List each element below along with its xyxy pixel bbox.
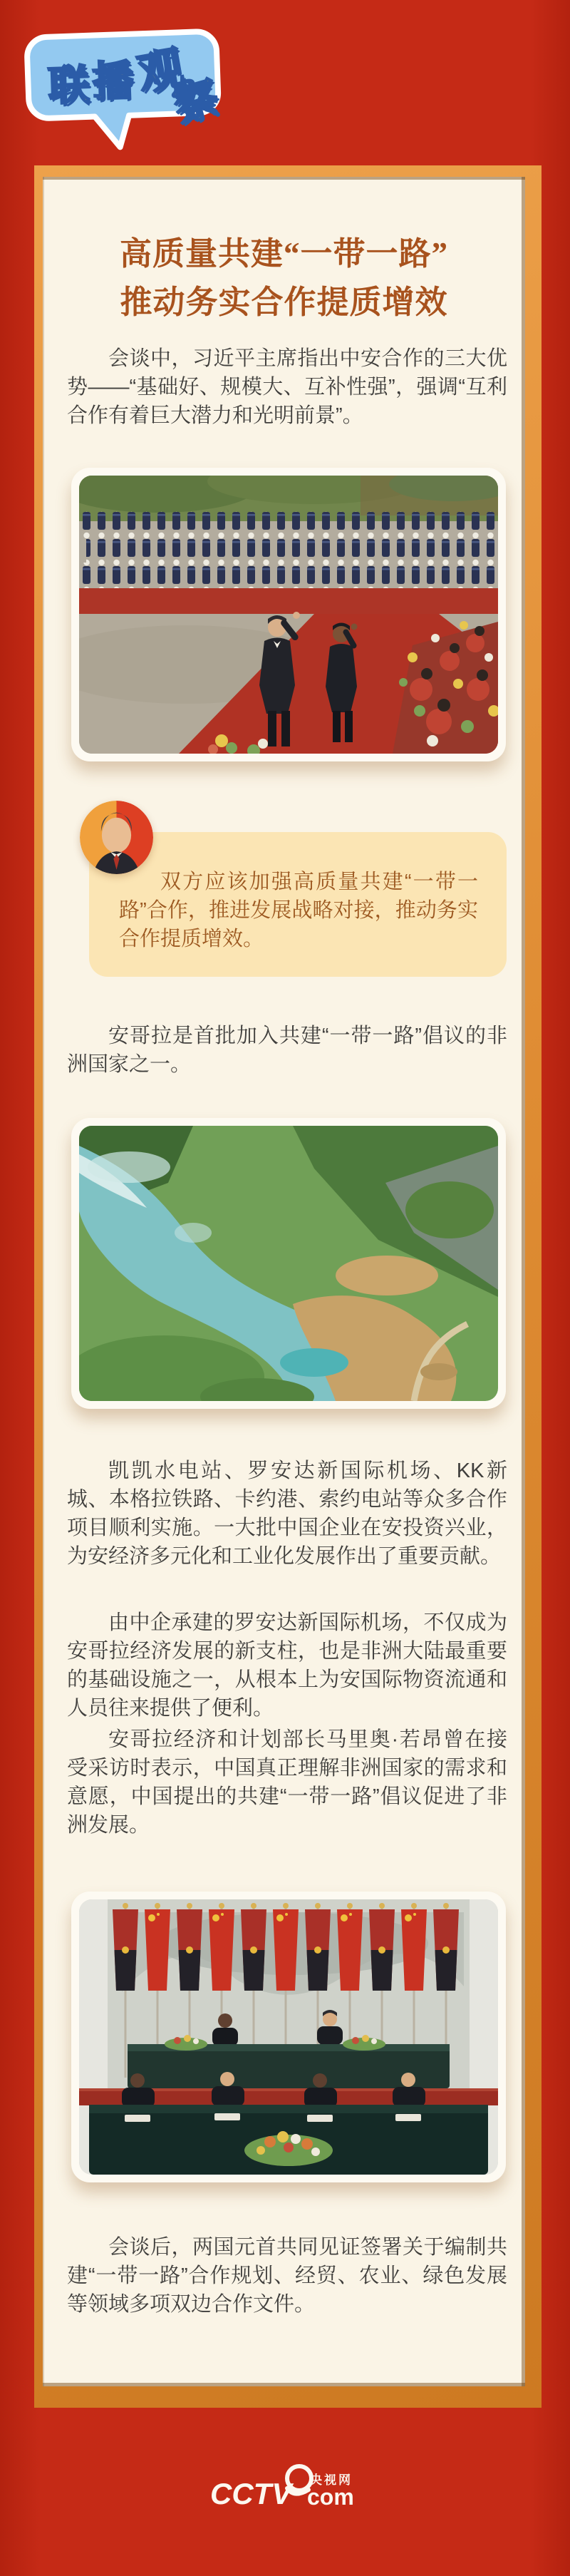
- photo-river-valley: [79, 1126, 498, 1401]
- paragraph-3: 凯凯水电站、罗安达新国际机场、KK新城、本格拉铁路、卡约港、索约电站等众多合作项目顺利实施。一大批中国企业在安投资兴业，为安经济多元化和工业化发展作出了重要贡献。: [67, 1459, 507, 1569]
- photo-welcome-ceremony: [79, 476, 498, 754]
- cctv-com-suffix: com: [307, 2484, 354, 2510]
- cctv-footer-logo: [210, 2461, 374, 2517]
- quote-speaker-avatar: [80, 801, 153, 874]
- quote-text: 双方应该加强高质量共建“一带一路”合作，推进发展战略对接，推动务实合作提质增效。: [119, 871, 478, 951]
- paragraph-6: 会谈后，两国元首共同见证签署关于编制共建“一带一路”合作规划、经贸、农业、绿色发展等领域多项双边合作文件。: [67, 2236, 507, 2316]
- program-logo: [16, 25, 234, 160]
- photo-river-valley-frame: [71, 1118, 506, 1409]
- cctv-wordmark: CCTV: [210, 2477, 292, 2510]
- logo-char-cha: 察: [167, 72, 224, 132]
- photo-signing-ceremony-frame: [71, 1892, 506, 2182]
- photo-welcome-ceremony-frame: [71, 468, 506, 761]
- logo-char-lian: 联: [47, 61, 90, 110]
- article-title: [43, 230, 525, 327]
- photo-signing-ceremony: [79, 1899, 498, 2175]
- article-card-frame: [34, 165, 542, 2408]
- logo-char-guan: 观: [133, 41, 188, 101]
- article-title-line2: 推动务实合作提质增效: [120, 284, 448, 320]
- paragraph-2: 安哥拉是首批加入共建“一带一路”倡议的非洲国家之一。: [67, 1025, 507, 1077]
- paragraph-5: 安哥拉经济和计划部长马里奥·若昂曾在接受采访时表示，中国真正理解非洲国家的需求和意愿，中国提出的共建“一带一路”倡议促进了非洲发展。: [67, 1728, 507, 1837]
- article-title-line1: 高质量共建“一带一路”: [119, 236, 448, 272]
- cctv-chinese-name: 央视网: [310, 2473, 353, 2487]
- paragraph-1: 会谈中，习近平主席指出中安合作的三大优势——“基础好、规模大、互补性强”，强调“互利合作有着巨大潜力和光明前景”。: [67, 347, 507, 428]
- paragraph-4: 由中企承建的罗安达新国际机场，不仅成为安哥拉经济发展的新支柱，也是非洲大陆最重要的基础设施之一，从根本上为安国际物资流通和人员往来提供了便利。: [67, 1611, 507, 1720]
- logo-char-bo: 播: [91, 57, 135, 106]
- quote-bubble: [89, 832, 507, 977]
- article-card: [43, 177, 525, 2386]
